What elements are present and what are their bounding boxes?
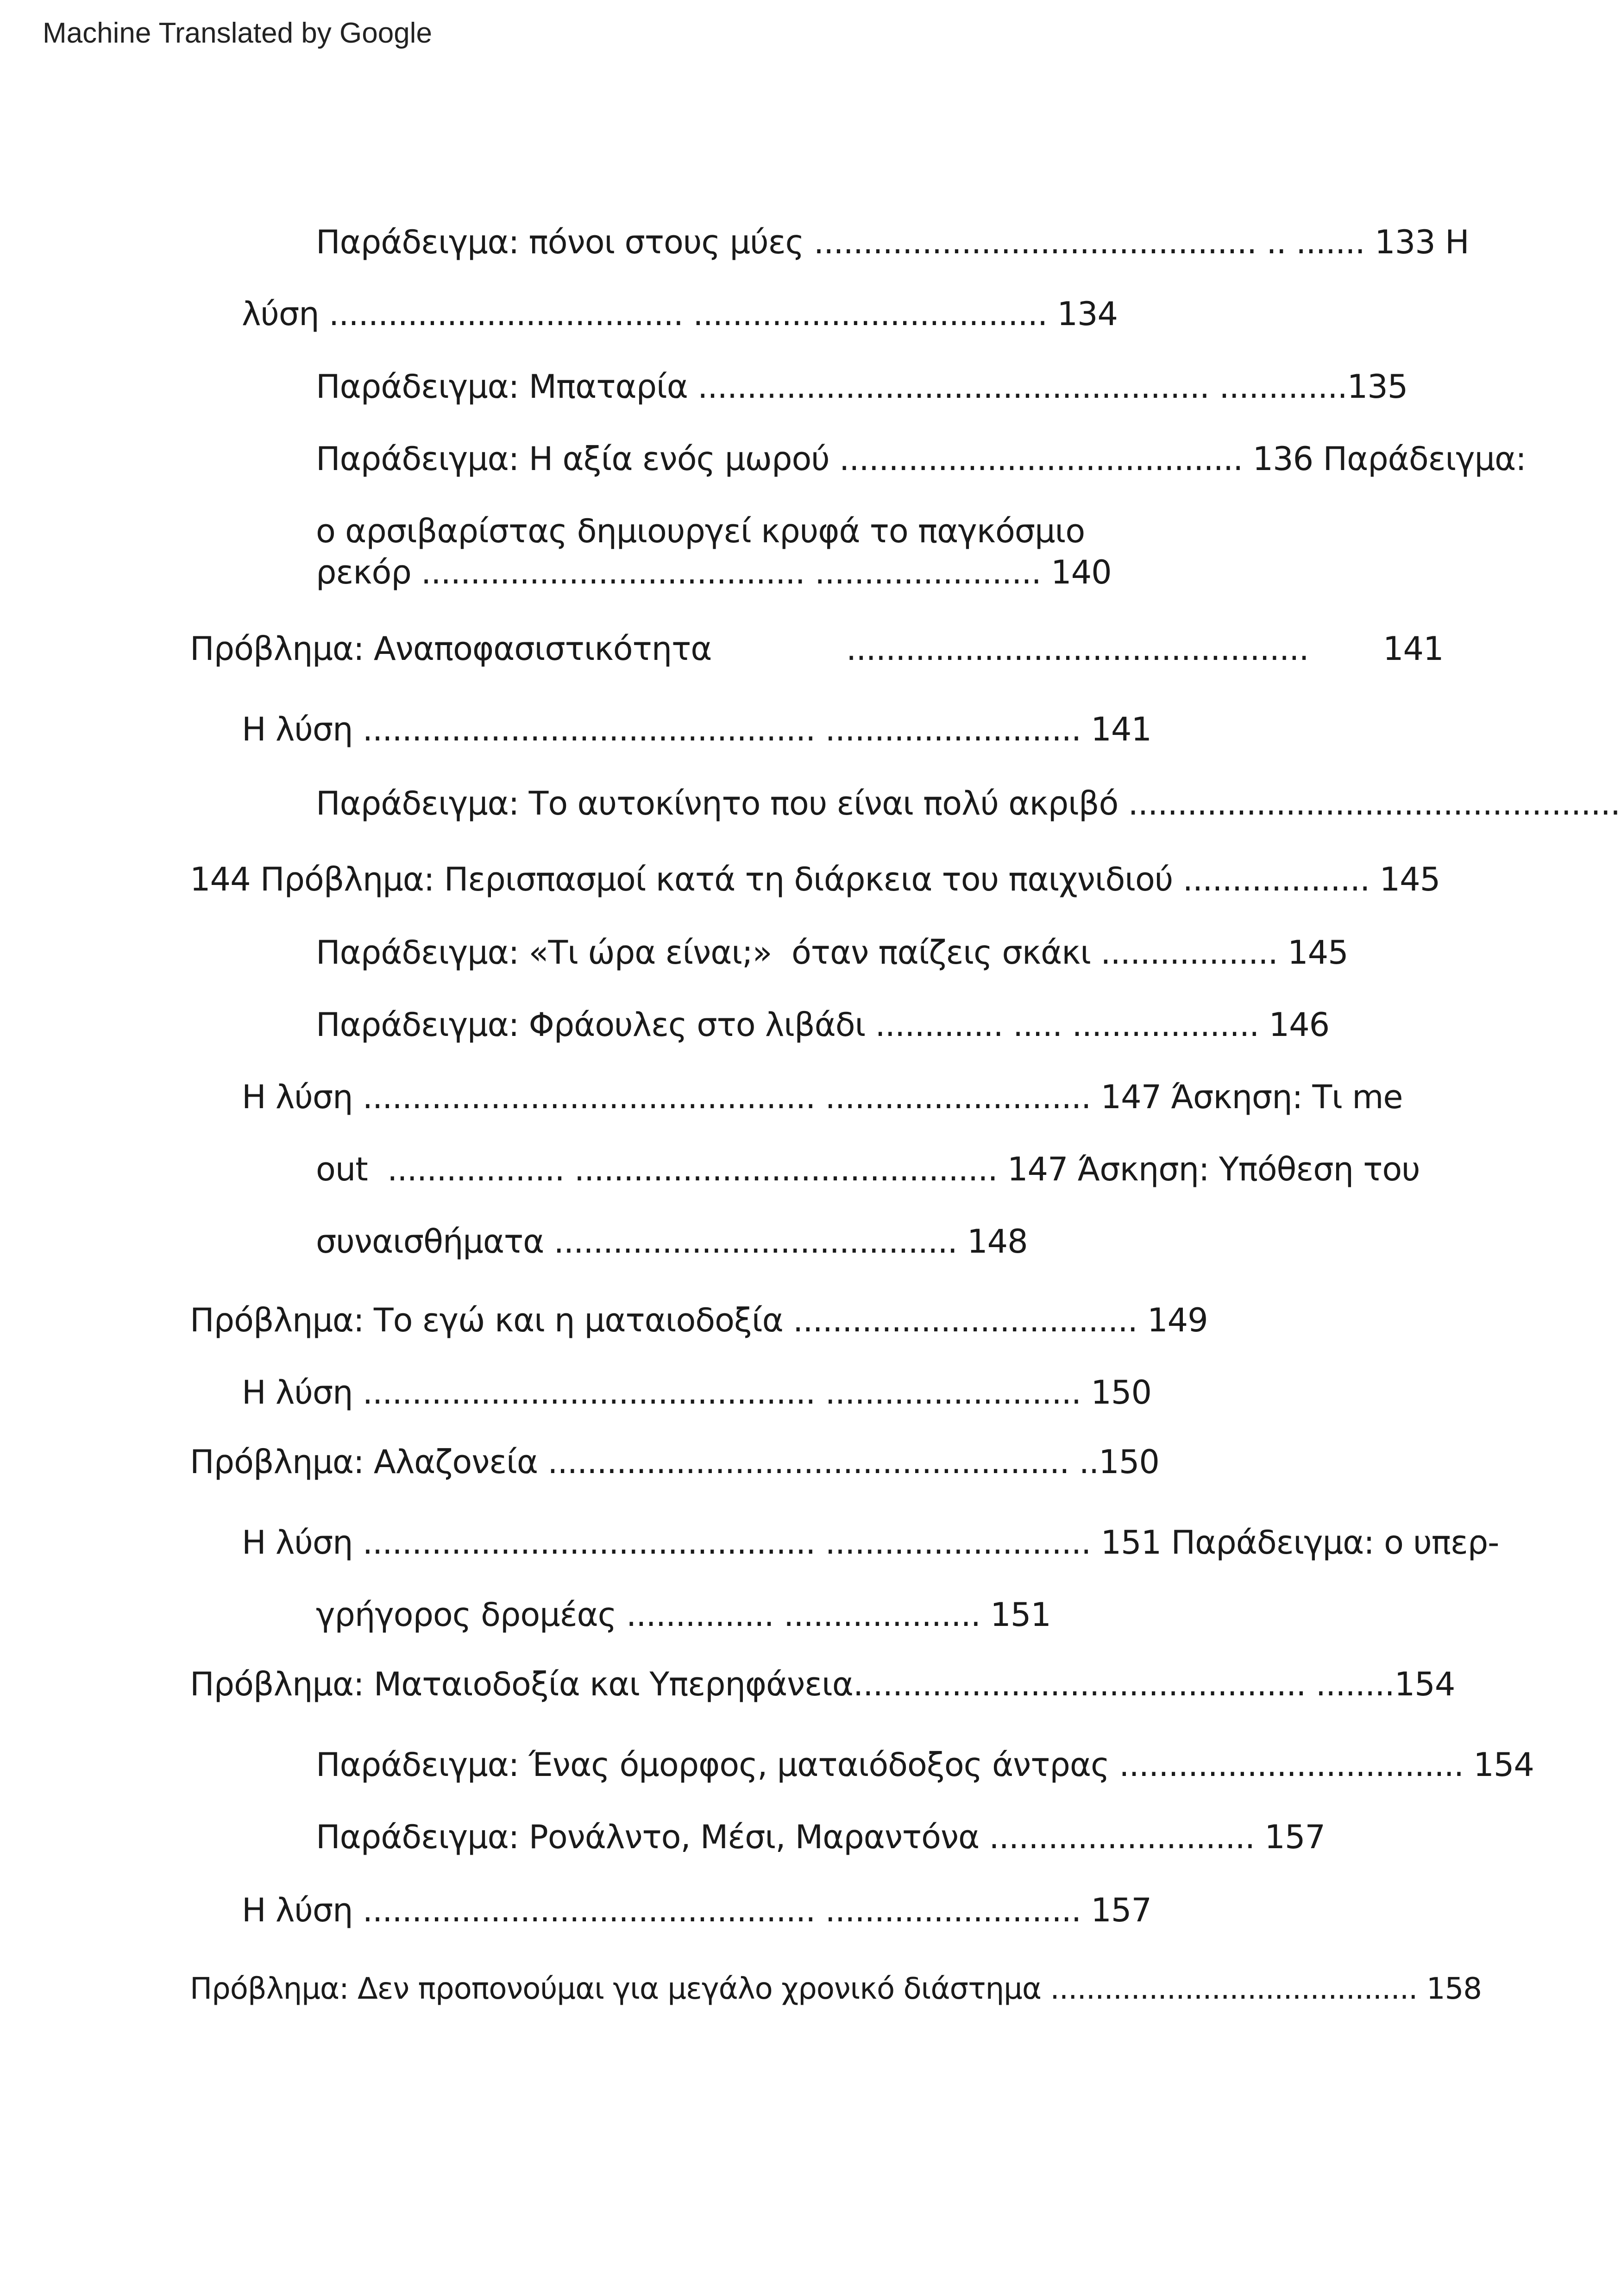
- toc-entry: ρεκόρ ....................................... ....................... 140: [316, 553, 1112, 591]
- toc-entry: Η λύση .............................................. ........................... 151 Παράδειγμα: ο υπερ-: [242, 1524, 1499, 1562]
- toc-entry: γρήγορος δρομέας ............... .................... 151: [316, 1596, 1051, 1634]
- toc-entry: Παράδειγμα: πόνοι στους μύες ............................................. .. ....... 133 Η: [316, 223, 1469, 261]
- toc-entry: 144 Πρόβλημα: Περισπασμοί κατά τη διάρκεια του παιχνιδιού ................... 145: [190, 860, 1440, 898]
- toc-page-number: 141: [1383, 630, 1444, 668]
- toc-entry: Παράδειγμα: Ένας όμορφος, ματαιόδοξος άντρας ................................... 154: [316, 1746, 1534, 1784]
- toc-entry: Παράδειγμα: Η αξία ενός μωρού ......................................... 136 Παράδειγμα:: [316, 440, 1526, 478]
- toc-entry: συναισθήματα ......................................... 148: [316, 1223, 1028, 1261]
- toc-entry: Παράδειγμα: Το αυτοκίνητο που είναι πολύ ακριβό ..................................................: [316, 784, 1621, 822]
- toc-entry: Πρόβλημα: Αλαζονεία ..................................................... ..150: [190, 1443, 1159, 1481]
- toc-leader-dots: ...............................................: [846, 630, 1309, 668]
- toc-entry: Η λύση .............................................. .......................... 157: [242, 1891, 1151, 1929]
- toc-entry: Η λύση .............................................. .......................... 150: [242, 1374, 1151, 1411]
- toc-entry: Πρόβλημα: Το εγώ και η ματαιοδοξία ................................... 149: [190, 1301, 1208, 1339]
- toc-entry: Παράδειγμα: Φράουλες στο λιβάδι ............. ..... ................... 146: [316, 1006, 1330, 1044]
- toc-entry: λύση .................................... .................................... 134: [242, 295, 1118, 333]
- toc-entry: Η λύση .............................................. ........................... 147 Άσκηση: Τι me: [242, 1078, 1403, 1116]
- toc-entry: Παράδειγμα: Μπαταρία .................................................... .............135: [316, 368, 1408, 406]
- toc-section-title: Πρόβλημα: Αναποφασιστικότητα: [190, 630, 712, 668]
- toc-entry: Η λύση .............................................. .......................... 141: [242, 710, 1151, 748]
- toc-entry: Πρόβλημα: Ματαιοδοξία και Υπερηφάνεια.............................................. ........154: [190, 1665, 1455, 1703]
- machine-translation-banner: Machine Translated by Google: [43, 17, 432, 49]
- toc-entry: Παράδειγμα: Ρονάλντο, Μέσι, Μαραντόνα ........................... 157: [316, 1818, 1326, 1856]
- toc-entry: Πρόβλημα: Δεν προπονούμαι για μεγάλο χρονικό διάστημα ......................................... 158: [190, 1972, 1482, 2006]
- toc-entry: ο αρσιβαρίστας δημιουργεί κρυφά το παγκόσμιο: [316, 512, 1085, 550]
- toc-entry: out .................. ........................................... 147 Άσκηση: Υπόθεση του: [316, 1150, 1420, 1188]
- toc-entry: Παράδειγμα: «Τι ώρα είναι;» όταν παίζεις σκάκι .................. 145: [316, 934, 1348, 972]
